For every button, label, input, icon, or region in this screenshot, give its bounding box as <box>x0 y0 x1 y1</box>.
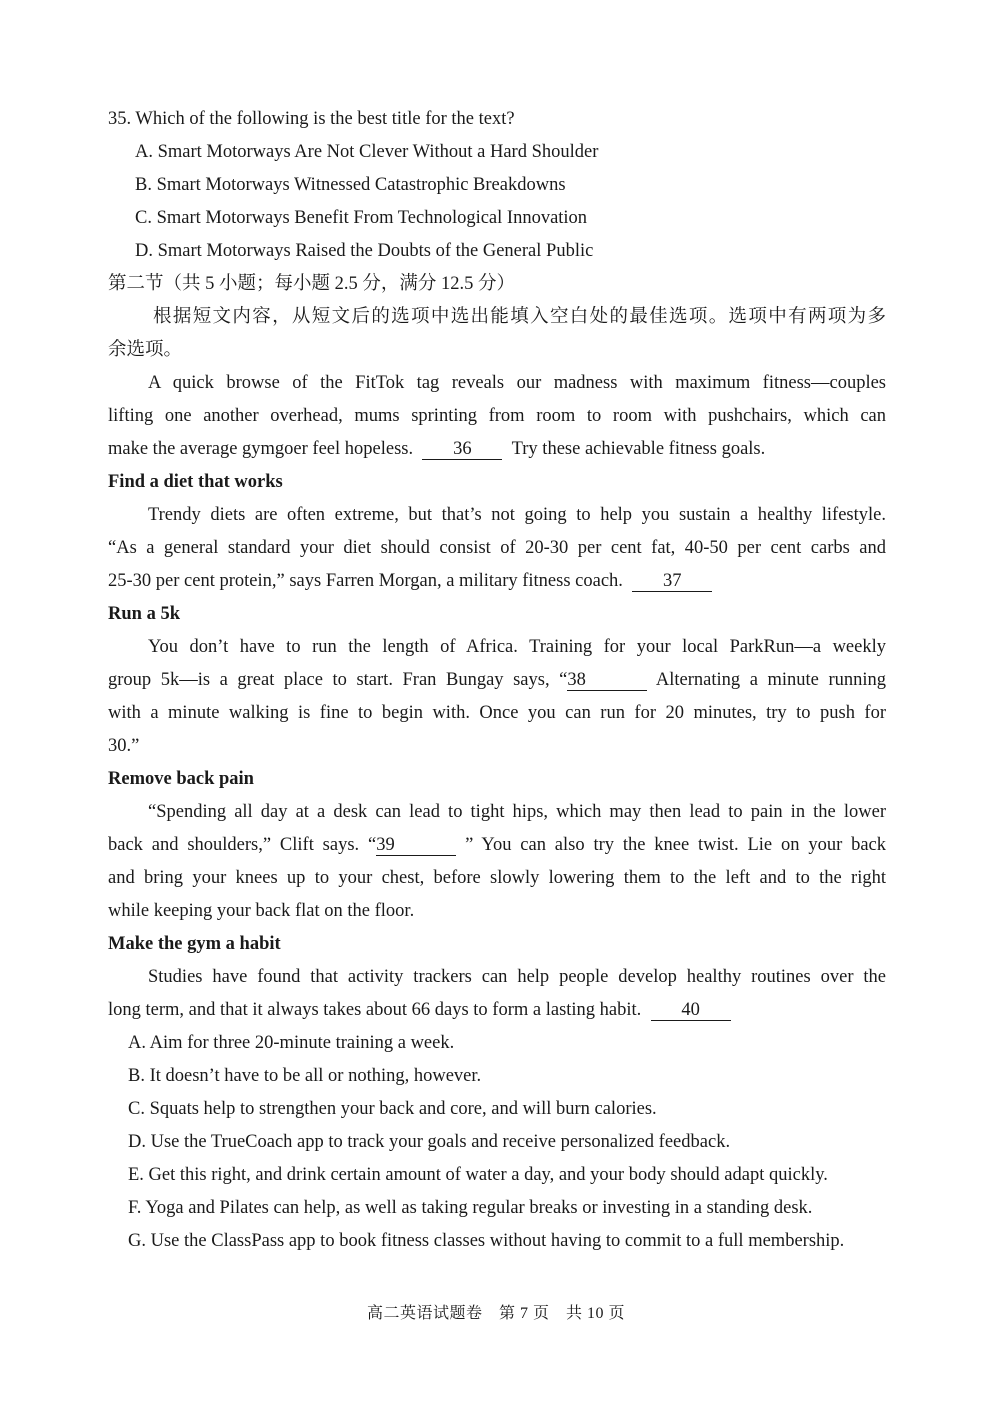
section-2-title: 第二节（共 5 小题；每小题 2.5 分，满分 12.5 分） <box>108 274 516 294</box>
heading-gym-habit: Make the gym a habit <box>108 934 281 954</box>
choice-f: F. Yoga and Pilates can help, as well as taking regular breaks or investing in a standing desk. <box>128 1198 813 1218</box>
heading-diet: Find a diet that works <box>108 472 283 492</box>
diet-line-2: “As a general standard your diet should consist of 20-30 per cent fat, 40-50 per cent carbs and <box>108 538 886 558</box>
back-line-2 <box>108 829 886 862</box>
section-2-instruction-line-1: 根据短文内容，从短文后的选项中选出能填入空白处的最佳选项。选项中有两项为多 <box>153 307 886 327</box>
intro-line-2: lifting one another overhead, mums sprinting from room to room with pushchairs, which can <box>108 406 886 426</box>
heading-run: Run a 5k <box>108 604 180 624</box>
diet-line-3 <box>108 565 886 598</box>
habit-line-2-text: long term, and that it always takes about 66 days to form a lasting habit. <box>108 1000 642 1020</box>
intro-line-3 <box>108 433 886 466</box>
choice-c: C. Squats help to strengthen your back and core, and will burn calories. <box>128 1099 657 1119</box>
choice-a: A. Aim for three 20-minute training a week. <box>128 1033 455 1053</box>
run-line-2 <box>108 664 886 697</box>
question-35-stem: 35. Which of the following is the best title for the text? <box>108 109 515 129</box>
question-35-option-d: D. Smart Motorways Raised the Doubts of the General Public <box>135 241 594 261</box>
choice-e: E. Get this right, and drink certain amount of water a day, and your body should adapt quickly. <box>128 1165 828 1185</box>
choice-b: B. It doesn’t have to be all or nothing, however. <box>128 1066 482 1086</box>
back-line-2-text-after: ” You can also try the knee twist. Lie on your back <box>465 835 887 855</box>
page-content <box>108 103 886 1258</box>
back-line-2-text: back and shoulders,” Clift says. “ <box>108 835 377 855</box>
heading-back-pain: Remove back pain <box>108 769 254 789</box>
back-line-1: “Spending all day at a desk can lead to tight hips, which may then lead to pain in the lower <box>148 802 886 822</box>
intro-line-1: A quick browse of the FitTok tag reveals our madness with maximum fitness—couples <box>148 373 886 393</box>
diet-line-3-text: 25-30 per cent protein,” says Farren Morgan, a military fitness coach. <box>108 571 623 591</box>
run-line-2-text: group 5k—is a great place to start. Fran Bungay says, “ <box>108 670 568 690</box>
question-35-option-a: A. Smart Motorways Are Not Clever Without a Hard Shoulder <box>135 142 599 162</box>
diet-line-1: Trendy diets are often extreme, but that’s not going to help you sustain a healthy lifestyle. <box>148 505 886 525</box>
blank-36: 36 <box>422 439 502 460</box>
intro-line-3-text-after: Try these achievable fitness goals. <box>511 439 766 459</box>
choice-g: G. Use the ClassPass app to book fitness classes without having to commit to a full membership. <box>128 1231 845 1251</box>
page-footer: 高二英语试题卷 第 7 页 共 10 页 <box>366 1305 625 1322</box>
choice-d: D. Use the TrueCoach app to track your goals and receive personalized feedback. <box>128 1132 731 1152</box>
run-line-4: 30.” <box>108 736 140 756</box>
section-2-instruction-line-2: 余选项。 <box>108 340 183 360</box>
back-line-4: while keeping your back flat on the floor. <box>108 901 415 921</box>
intro-line-3-text: make the average gymgoer feel hopeless. <box>108 439 414 459</box>
habit-line-2 <box>108 994 886 1027</box>
question-35-option-c: C. Smart Motorways Benefit From Technological Innovation <box>135 208 588 228</box>
blank-40: 40 <box>651 1000 731 1021</box>
blank-37: 37 <box>632 571 712 592</box>
question-35-option-b: B. Smart Motorways Witnessed Catastrophic Breakdowns <box>135 175 566 195</box>
run-line-1: You don’t have to run the length of Africa. Training for your local ParkRun—a weekly <box>148 637 886 657</box>
blank-39: 39 <box>376 835 456 856</box>
blank-38: 38 <box>567 670 647 691</box>
back-line-3: and bring your knees up to your chest, before slowly lowering them to the left and to the right <box>108 868 886 888</box>
run-line-2-text-after: Alternating a minute running <box>655 670 886 690</box>
habit-line-1: Studies have found that activity trackers can help people develop healthy routines over the <box>148 967 886 987</box>
run-line-3: with a minute walking is fine to begin with. Once you can run for 20 minutes, try to push for <box>108 703 886 723</box>
